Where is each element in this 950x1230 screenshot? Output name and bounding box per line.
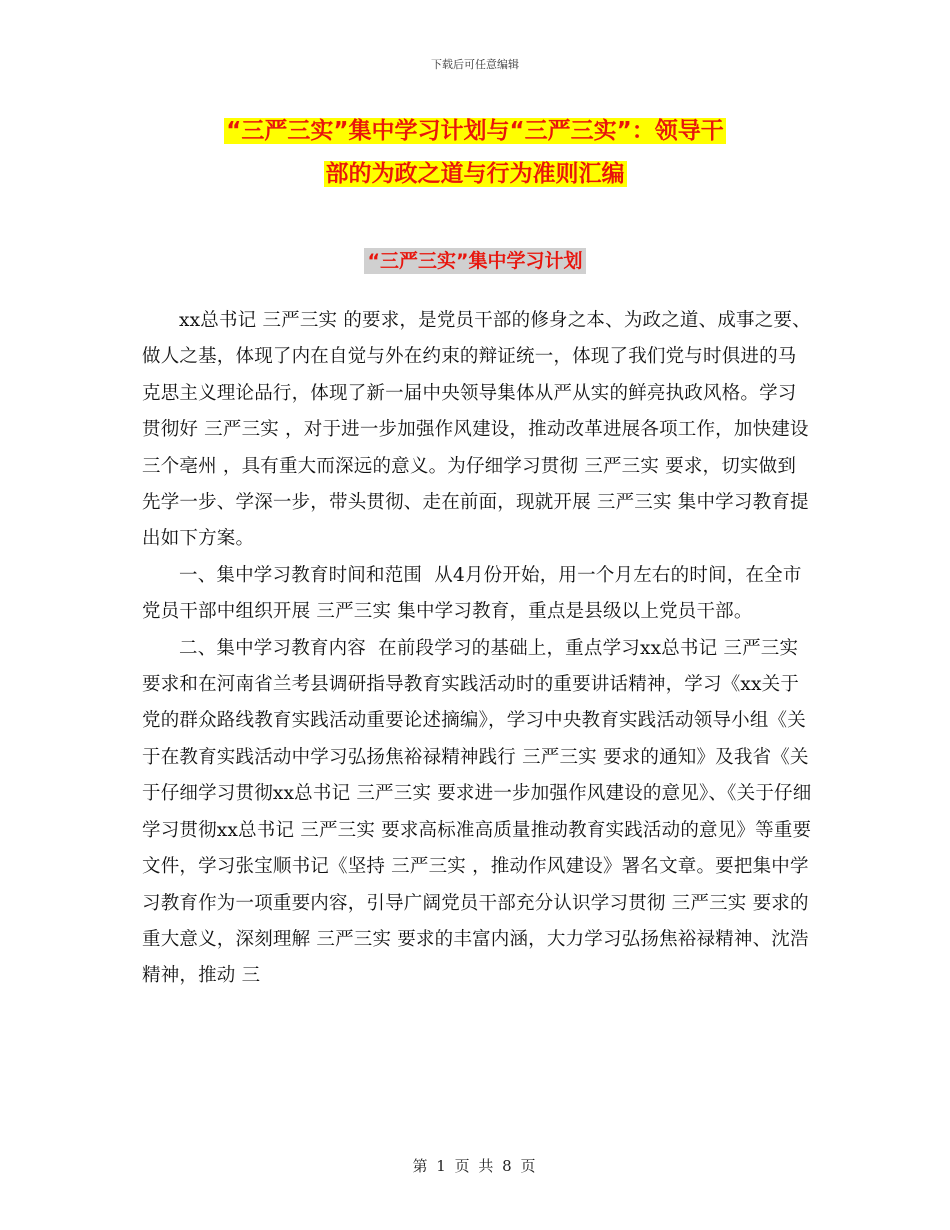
title-line-1: “三严三实”集中学习计划与“三严三实”：领导干 (226, 118, 724, 144)
paragraph-time-scope: 一、集中学习教育时间和范围 从4月份开始，用一个月左右的时间，在全市党员干部中组织开展 三严三实 集中学习教育，重点是县级以上党员干部。 (142, 564, 802, 623)
section-title-text: “三严三实”集中学习计划 (364, 248, 587, 274)
paragraph-intro: xx总书记 三严三实 的要求，是党员干部的修身之本、为政之道、成事之要、做人之基，体现了内在自觉与外在约束的辩证统一，体现了我们党与时俱进的马克思主义理论品行，体现了新一届中央领导集体从严从实的鲜亮执政风格。学习贯彻好 三严三实 ，对于进一步加强作风建设，推动改革进展各项工作，加快建设 三个亳州 ，具有重大而深远的意义。为仔细学习贯彻 三严三实 要求，切实做到先学一步、学深一步，带头贯彻、走在前面，现就开展 三严三实 集中学习教育提出如下方案。 (142, 310, 815, 550)
page-footer: 第 1 页 共 8 页 (412, 1157, 538, 1175)
title-line-2: 部的为政之道与行为准则汇编 (325, 161, 625, 187)
paragraph-content: 二、集中学习教育内容 在前段学习的基础上，重点学习xx总书记 三严三实 要求和在河南省兰考县调研指导教育实践活动时的重要讲话精神，学习《xx关于党的群众路线教育实践活动重要论述摘编》，学习中央教育实践活动领导小组《关于在教育实践活动中学习弘扬焦裕禄精神践行 三严三实 要求的通知》及我省《关于仔细学习贯彻xx总书记 三严三实 要求进一步加强作风建设的意见》、《关于仔细学习贯彻xx总书记 三严三实 要求高标准高质量推动教育实践活动的意见》等重要文件，学习张宝顺书记《坚持 三严三实 ，推动作风建设》署名文章。要把集中学习教育作为一项重要内容，引导广阔党员干部充分认识学习贯彻 三严三实 要求的重大意义，深刻理解 三严三实 要求的丰富内涵，大力学习弘扬焦裕禄精神、沈浩精神，推动 三 (142, 637, 812, 987)
body-text (142, 303, 815, 995)
header-note: 下载后可任意编辑 (431, 58, 519, 71)
section-title (0, 246, 950, 273)
document-title (140, 110, 810, 196)
